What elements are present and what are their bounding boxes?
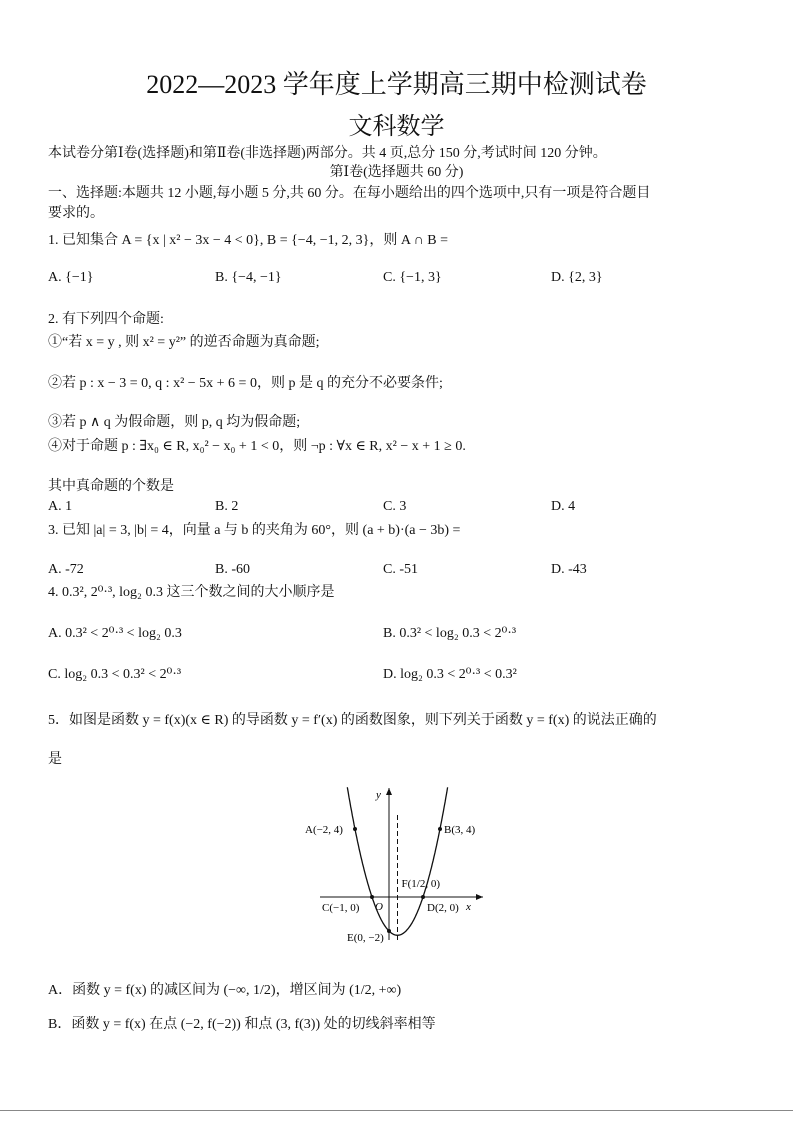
- q1-stem: 1. 已知集合 A = {x | x² − 3x − 4 < 0}, B = {−4, −1, 2, 3}，则 A ∩ B =: [48, 233, 449, 248]
- part-heading: 第Ⅰ卷(选择题共 60 分): [329, 165, 464, 180]
- point-d: [421, 895, 425, 899]
- x-axis-label: x: [466, 901, 471, 913]
- q3-option-d: D. -43: [551, 562, 587, 577]
- exam-title: 2022—2023 学年度上学期高三期中检测试卷: [146, 70, 647, 99]
- q2-option-d: D. 4: [551, 499, 576, 514]
- q3-option-a: A. -72: [48, 562, 84, 577]
- q4-option-d: D. log₂ 0.3 < 2⁰·³ < 0.3²: [383, 667, 517, 682]
- derivative-graph: [300, 780, 500, 945]
- q2-item-4: ④对于命题 p : ∃x₀ ∈ R, x₀² − x₀ + 1 < 0，则 ¬p : ∀x ∈ R, x² − x + 1 ≥ 0.: [48, 439, 466, 454]
- q1-option-d: D. {2, 3}: [551, 270, 603, 285]
- q5-option-a: A．函数 y = f(x) 的减区间为 (−∞, 1/2)，增区间为 (1/2, +∞): [48, 983, 402, 998]
- origin-label: O: [375, 901, 383, 913]
- q3-stem: 3. 已知 |a| = 3, |b| = 4，向量 a 与 b 的夹角为 60°，则 (a + b)·(a − 3b) =: [48, 523, 461, 538]
- q3-option-c: C. -51: [383, 562, 418, 577]
- q2-ask: 其中真命题的个数是: [48, 479, 174, 494]
- q2-option-b: B. 2: [215, 499, 239, 514]
- page-bottom-rule: [0, 1110, 793, 1111]
- q5-stem-cont: 是: [48, 752, 62, 767]
- section-heading: 一、选择题:本题共 12 小题,每小题 5 分,共 60 分。在每小题给出的四个选项中,只有一项是符合题目: [48, 186, 651, 201]
- point-label-e: E(0, −2): [347, 932, 384, 944]
- q3-option-b: B. -60: [215, 562, 250, 577]
- q2-option-c: C. 3: [383, 499, 407, 514]
- q4-stem: 4. 0.3², 2⁰·³, log₂ 0.3 这三个数之间的大小顺序是: [48, 585, 335, 600]
- point-c: [370, 895, 374, 899]
- point-e: [387, 929, 391, 933]
- point-a: [353, 827, 357, 831]
- point-label-d: D(2, 0): [427, 902, 459, 914]
- q2-item-1: ①“若 x = y , 则 x² = y²” 的逆否命题为真命题;: [48, 335, 320, 350]
- q2-stem: 2. 有下列四个命题:: [48, 312, 164, 327]
- exam-subtitle: 文科数学: [348, 114, 445, 140]
- q4-option-c: C. log₂ 0.3 < 0.3² < 2⁰·³: [48, 667, 182, 682]
- q1-option-c: C. {−1, 3}: [383, 270, 442, 285]
- q2-option-a: A. 1: [48, 499, 73, 514]
- q4-option-b: B. 0.3² < log₂ 0.3 < 2⁰·³: [383, 626, 517, 641]
- q1-option-a: A. {−1}: [48, 270, 94, 285]
- y-axis-label: y: [376, 789, 381, 801]
- point-label-c: C(−1, 0): [322, 902, 360, 914]
- point-label-f: F(1/2, 0): [401, 878, 440, 890]
- q1-option-b: B. {−4, −1}: [215, 270, 282, 285]
- point-label-a: A(−2, 4): [305, 824, 343, 836]
- q4-option-a: A. 0.3² < 2⁰·³ < log₂ 0.3: [48, 626, 182, 641]
- q5-stem: 5．如图是函数 y = f(x)(x ∈ R) 的导函数 y = f′(x) 的函数图象，则下列关于函数 y = f(x) 的说法正确的: [48, 713, 657, 728]
- section-heading-cont: 要求的。: [48, 206, 104, 221]
- point-label-b: B(3, 4): [444, 824, 476, 836]
- q2-item-3: ③若 p ∧ q 为假命题，则 p, q 均为假命题;: [48, 415, 301, 430]
- q5-option-b: B．函数 y = f(x) 在点 (−2, f(−2)) 和点 (3, f(3)) 处的切线斜率相等: [48, 1017, 436, 1032]
- intro: 本试卷分第Ⅰ卷(选择题)和第Ⅱ卷(非选择题)两部分。共 4 页,总分 150 分,考试时间 120 分钟。: [48, 146, 607, 161]
- q2-item-2: ②若 p : x − 3 = 0, q : x² − 5x + 6 = 0，则 p 是 q 的充分不必要条件;: [48, 376, 443, 391]
- point-b: [438, 827, 442, 831]
